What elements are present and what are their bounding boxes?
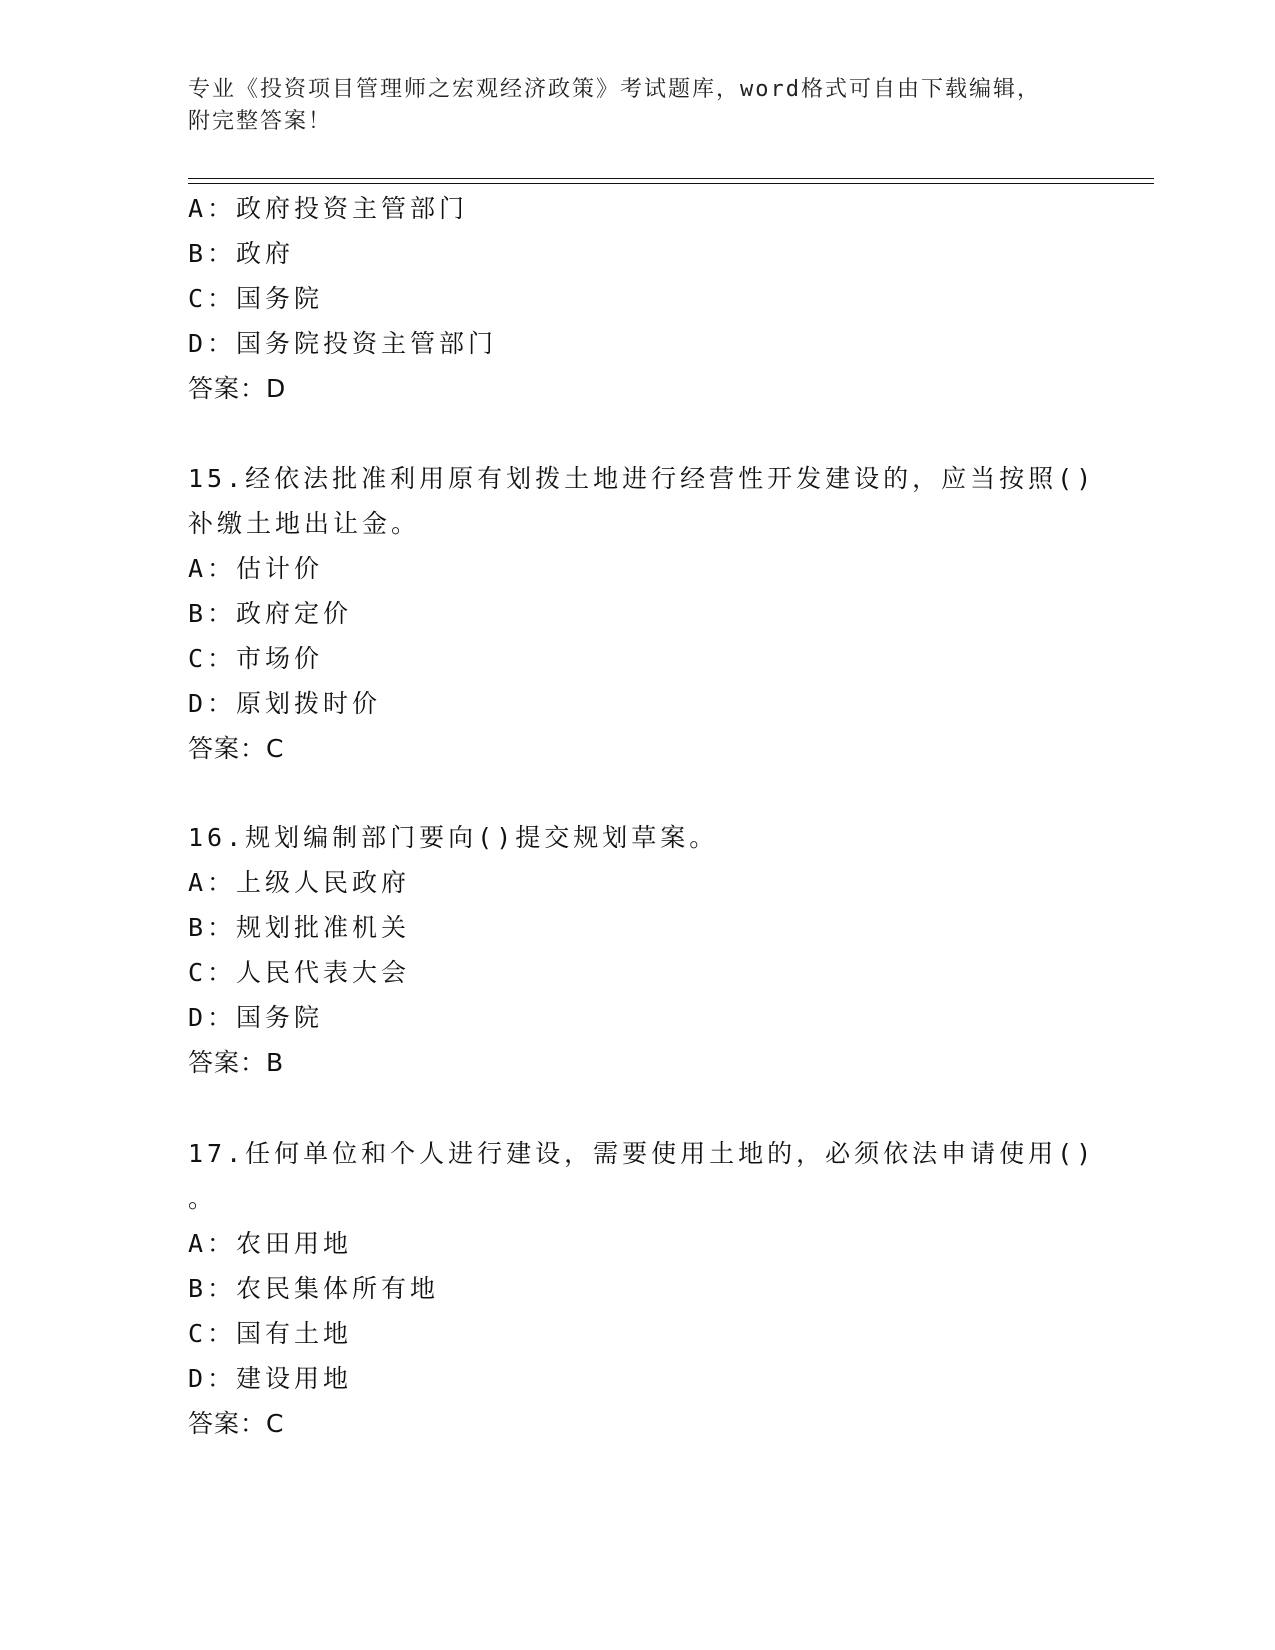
q15-option-a: A：估计价	[188, 554, 324, 583]
q17-option-c: C：国有土地	[188, 1319, 353, 1348]
q15-option-d: D：原划拨时价	[188, 689, 382, 718]
document-header	[188, 74, 1088, 138]
q15-answer: 答案：C	[188, 734, 285, 763]
q17-option-a: A：农田用地	[188, 1229, 353, 1258]
q14-answer: 答案：D	[188, 374, 287, 403]
q15-stem-line-2: 补缴土地出让金。	[188, 509, 421, 538]
q16-stem-line-1: 16.规划编制部门要向()提交规划草案。	[188, 823, 719, 852]
q14-option-a: A：政府投资主管部门	[188, 194, 469, 223]
header-line-1: 专业《投资项目管理师之宏观经济政策》考试题库，word格式可自由下载编辑，	[188, 77, 1041, 102]
q14-option-b: B：政府	[188, 239, 295, 268]
header-divider-bottom	[188, 183, 1154, 184]
q16-option-a: A：上级人民政府	[188, 868, 411, 897]
q15-option-b: B：政府定价	[188, 599, 353, 628]
q15-stem-line-1: 15.经依法批准利用原有划拨土地进行经营性开发建设的，应当按照()	[188, 464, 1096, 493]
q17-option-b: B：农民集体所有地	[188, 1274, 440, 1303]
header-line-2: 附完整答案！	[188, 109, 333, 134]
q17-stem-line-2: 。	[188, 1184, 218, 1213]
q16-option-d: D：国务院	[188, 1003, 324, 1032]
q16-option-c: C：人民代表大会	[188, 958, 411, 987]
q15-option-c: C：市场价	[188, 644, 324, 673]
q14-option-c: C：国务院	[188, 284, 324, 313]
q16-answer: 答案：B	[188, 1048, 285, 1077]
q16-option-b: B：规划批准机关	[188, 913, 411, 942]
q17-answer: 答案：C	[188, 1409, 285, 1438]
q17-option-d: D：建设用地	[188, 1364, 353, 1393]
q17-stem-line-1: 17.任何单位和个人进行建设，需要使用土地的，必须依法申请使用()	[188, 1139, 1096, 1168]
header-divider-top	[188, 178, 1154, 179]
q14-option-d: D：国务院投资主管部门	[188, 329, 498, 358]
